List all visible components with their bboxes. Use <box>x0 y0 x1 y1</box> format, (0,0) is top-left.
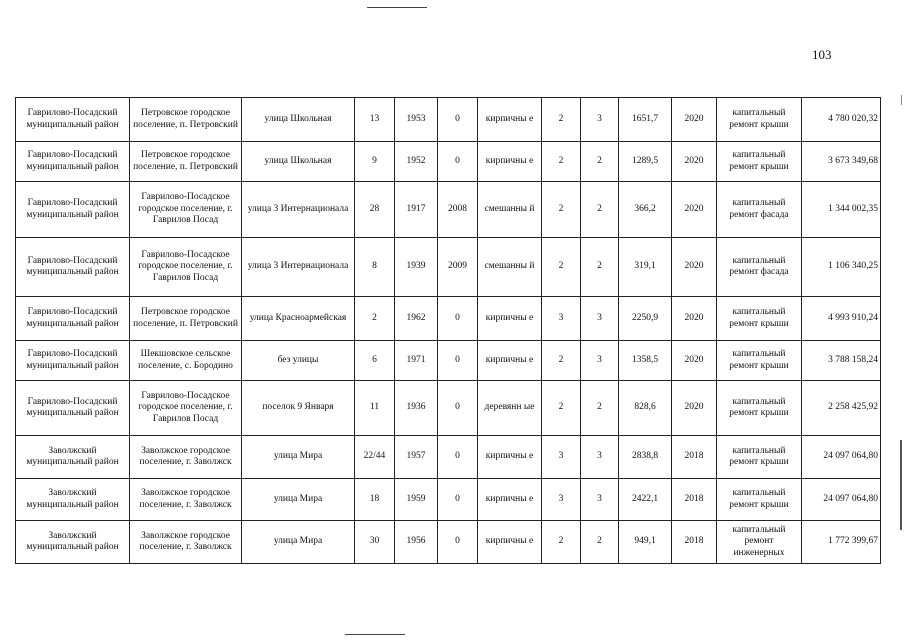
work-type-cell: капитальный ремонт крыши <box>717 341 802 381</box>
plan-year-cell: 2020 <box>672 381 717 436</box>
street-cell: улица Мира <box>242 436 355 479</box>
area-cell: 319,1 <box>619 238 672 297</box>
house-number-cell: 2 <box>355 297 395 341</box>
area-cell: 2422,1 <box>619 479 672 521</box>
plan-year-cell: 2018 <box>672 521 717 564</box>
cost-cell: 24 097 064,80 <box>802 479 881 521</box>
street-cell: улица Школьная <box>242 98 355 142</box>
house-number-cell: 28 <box>355 182 395 238</box>
plan-year-cell: 2020 <box>672 341 717 381</box>
table-row <box>16 381 881 436</box>
area-cell: 2838,8 <box>619 436 672 479</box>
cost-cell: 4 780 020,32 <box>802 98 881 142</box>
house-number-cell: 22/44 <box>355 436 395 479</box>
table-row <box>16 436 881 479</box>
entrances-cell: 2 <box>581 238 619 297</box>
cost-cell: 2 258 425,92 <box>802 381 881 436</box>
table-row <box>16 98 881 142</box>
settlement-cell: Петровское городское поселение, п. Петровский <box>130 142 242 182</box>
year-built-cell: 1957 <box>395 436 438 479</box>
settlement-cell: Заволжское городское поселение, г. Заволжск <box>130 479 242 521</box>
settlement-cell: Заволжское городское поселение, г. Заволжск <box>130 436 242 479</box>
street-cell: улица 3 Интернационала <box>242 182 355 238</box>
house-number-cell: 9 <box>355 142 395 182</box>
wall-material-cell: смешанны й <box>478 238 542 297</box>
wall-material-cell: кирпичны е <box>478 479 542 521</box>
wall-material-cell: кирпичны е <box>478 341 542 381</box>
scan-artifact <box>900 440 902 530</box>
floors-cell: 2 <box>542 98 581 142</box>
floors-cell: 3 <box>542 479 581 521</box>
work-type-cell: капитальный ремонт крыши <box>717 297 802 341</box>
plan-year-cell: 2020 <box>672 297 717 341</box>
table-row <box>16 182 881 238</box>
house-number-cell: 8 <box>355 238 395 297</box>
plan-year-cell: 2020 <box>672 142 717 182</box>
table-row <box>16 479 881 521</box>
overhaul-year-cell: 0 <box>438 142 478 182</box>
plan-year-cell: 2020 <box>672 238 717 297</box>
table-row <box>16 297 881 341</box>
floors-cell: 2 <box>542 341 581 381</box>
area-cell: 828,6 <box>619 381 672 436</box>
plan-year-cell: 2020 <box>672 98 717 142</box>
house-number-cell: 11 <box>355 381 395 436</box>
settlement-cell: Шекшовское сельское поселение, с. Бородино <box>130 341 242 381</box>
housing-repair-table <box>15 97 881 564</box>
floors-cell: 2 <box>542 521 581 564</box>
work-type-cell: капитальный ремонт фасада <box>717 182 802 238</box>
page-number: 103 <box>812 47 832 62</box>
plan-year-cell: 2020 <box>672 182 717 238</box>
wall-material-cell: кирпичны е <box>478 297 542 341</box>
entrances-cell: 2 <box>581 182 619 238</box>
house-number-cell: 13 <box>355 98 395 142</box>
floors-cell: 3 <box>542 297 581 341</box>
street-cell: улица Красноармейская <box>242 297 355 341</box>
wall-material-cell: кирпичны е <box>478 142 542 182</box>
work-type-cell: капитальный ремонт крыши <box>717 381 802 436</box>
overhaul-year-cell: 2008 <box>438 182 478 238</box>
cost-cell: 3 673 349,68 <box>802 142 881 182</box>
house-number-cell: 30 <box>355 521 395 564</box>
year-built-cell: 1953 <box>395 98 438 142</box>
floors-cell: 3 <box>542 436 581 479</box>
cost-cell: 24 097 064,80 <box>802 436 881 479</box>
district-cell: Гаврилово-Посадский муниципальный район <box>16 98 130 142</box>
year-built-cell: 1959 <box>395 479 438 521</box>
district-cell: Гаврилово-Посадский муниципальный район <box>16 182 130 238</box>
entrances-cell: 3 <box>581 436 619 479</box>
year-built-cell: 1936 <box>395 381 438 436</box>
year-built-cell: 1971 <box>395 341 438 381</box>
house-number-cell: 18 <box>355 479 395 521</box>
entrances-cell: 2 <box>581 381 619 436</box>
wall-material-cell: кирпичны е <box>478 521 542 564</box>
area-cell: 1289,5 <box>619 142 672 182</box>
district-cell: Заволжский муниципальный район <box>16 436 130 479</box>
settlement-cell: Заволжское городское поселение, г. Заволжск <box>130 521 242 564</box>
floors-cell: 2 <box>542 142 581 182</box>
district-cell: Гаврилово-Посадский муниципальный район <box>16 238 130 297</box>
street-cell: без улицы <box>242 341 355 381</box>
year-built-cell: 1962 <box>395 297 438 341</box>
overhaul-year-cell: 0 <box>438 479 478 521</box>
street-cell: улица 3 Интернационала <box>242 238 355 297</box>
house-number-cell: 6 <box>355 341 395 381</box>
floors-cell: 2 <box>542 238 581 297</box>
scan-artifact <box>901 95 902 105</box>
overhaul-year-cell: 2009 <box>438 238 478 297</box>
top-rule <box>367 7 427 8</box>
year-built-cell: 1917 <box>395 182 438 238</box>
work-type-cell: капитальный ремонт крыши <box>717 436 802 479</box>
cost-cell: 1 344 002,35 <box>802 182 881 238</box>
district-cell: Заволжский муниципальный район <box>16 521 130 564</box>
plan-year-cell: 2018 <box>672 436 717 479</box>
floors-cell: 2 <box>542 381 581 436</box>
work-type-cell: капитальный ремонт крыши <box>717 479 802 521</box>
year-built-cell: 1956 <box>395 521 438 564</box>
table-row <box>16 521 881 564</box>
overhaul-year-cell: 0 <box>438 98 478 142</box>
area-cell: 1358,5 <box>619 341 672 381</box>
table-row <box>16 341 881 381</box>
wall-material-cell: кирпичны е <box>478 98 542 142</box>
year-built-cell: 1939 <box>395 238 438 297</box>
table-row <box>16 238 881 297</box>
entrances-cell: 3 <box>581 479 619 521</box>
cost-cell: 1 106 340,25 <box>802 238 881 297</box>
entrances-cell: 3 <box>581 98 619 142</box>
work-type-cell: капитальный ремонт крыши <box>717 142 802 182</box>
wall-material-cell: деревянн ые <box>478 381 542 436</box>
overhaul-year-cell: 0 <box>438 381 478 436</box>
overhaul-year-cell: 0 <box>438 436 478 479</box>
table-row <box>16 142 881 182</box>
year-built-cell: 1952 <box>395 142 438 182</box>
plan-year-cell: 2018 <box>672 479 717 521</box>
district-cell: Гаврилово-Посадский муниципальный район <box>16 297 130 341</box>
street-cell: улица Школьная <box>242 142 355 182</box>
street-cell: улица Мира <box>242 479 355 521</box>
overhaul-year-cell: 0 <box>438 297 478 341</box>
street-cell: улица Мира <box>242 521 355 564</box>
work-type-cell: капитальный ремонт крыши <box>717 98 802 142</box>
bottom-rule <box>345 634 405 635</box>
area-cell: 366,2 <box>619 182 672 238</box>
settlement-cell: Гаврилово-Посадское городское поселение, г. Гаврилов Посад <box>130 381 242 436</box>
area-cell: 2250,9 <box>619 297 672 341</box>
wall-material-cell: смешанны й <box>478 182 542 238</box>
district-cell: Гаврилово-Посадский муниципальный район <box>16 381 130 436</box>
street-cell: поселок 9 Января <box>242 381 355 436</box>
settlement-cell: Петровское городское поселение, п. Петровский <box>130 297 242 341</box>
district-cell: Заволжский муниципальный район <box>16 479 130 521</box>
area-cell: 949,1 <box>619 521 672 564</box>
settlement-cell: Гаврилово-Посадское городское поселение, г. Гаврилов Посад <box>130 238 242 297</box>
entrances-cell: 2 <box>581 521 619 564</box>
work-type-cell: капитальный ремонт инженерных <box>717 521 802 564</box>
entrances-cell: 2 <box>581 142 619 182</box>
area-cell: 1651,7 <box>619 98 672 142</box>
entrances-cell: 3 <box>581 341 619 381</box>
entrances-cell: 3 <box>581 297 619 341</box>
settlement-cell: Гаврилово-Посадское городское поселение, г. Гаврилов Посад <box>130 182 242 238</box>
wall-material-cell: кирпичны е <box>478 436 542 479</box>
cost-cell: 1 772 399,67 <box>802 521 881 564</box>
cost-cell: 3 788 158,24 <box>802 341 881 381</box>
district-cell: Гаврилово-Посадский муниципальный район <box>16 341 130 381</box>
district-cell: Гаврилово-Посадский муниципальный район <box>16 142 130 182</box>
overhaul-year-cell: 0 <box>438 341 478 381</box>
cost-cell: 4 993 910,24 <box>802 297 881 341</box>
overhaul-year-cell: 0 <box>438 521 478 564</box>
settlement-cell: Петровское городское поселение, п. Петровский <box>130 98 242 142</box>
floors-cell: 2 <box>542 182 581 238</box>
work-type-cell: капитальный ремонт фасада <box>717 238 802 297</box>
